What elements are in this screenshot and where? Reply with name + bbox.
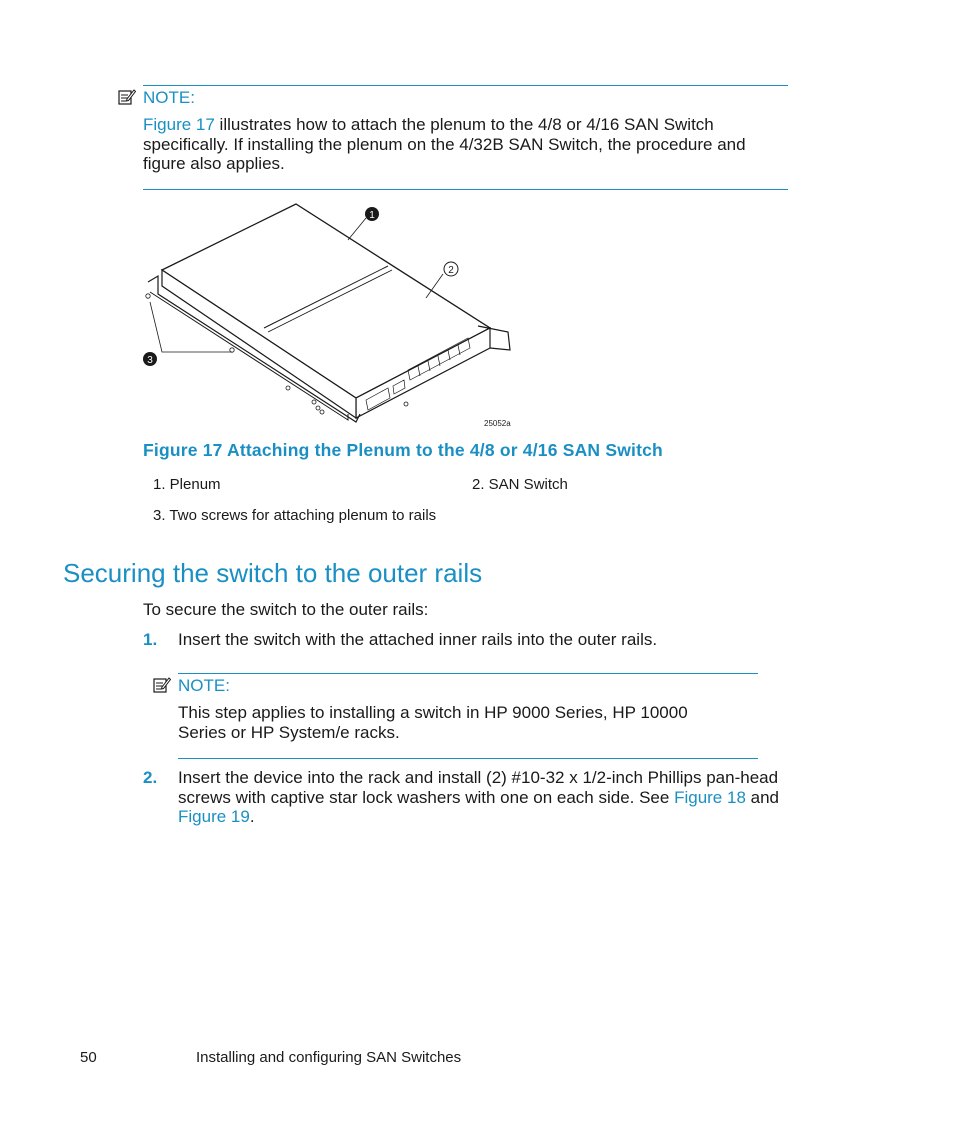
figure-17-link[interactable]: Figure 17 — [143, 115, 215, 134]
note-bottom-rule — [178, 758, 758, 759]
step-2-number: 2. — [143, 768, 158, 787]
legend-item-1: 1. Plenum — [153, 476, 221, 493]
plenum-illustration — [138, 198, 518, 430]
figure-18-link[interactable]: Figure 18 — [674, 787, 746, 807]
svg-text:3: 3 — [147, 355, 153, 366]
step-1-text: Insert the switch with the attached inner rails into the outer rails. — [178, 630, 658, 649]
figure-19-link[interactable]: Figure 19 — [178, 807, 250, 826]
note-icon — [153, 676, 171, 694]
svg-text:2: 2 — [448, 265, 454, 276]
note-bottom-rule — [143, 189, 788, 190]
figure-caption: Figure 17 Attaching the Plenum to the 4/8 or 4/16 SAN Switch — [143, 440, 663, 460]
step-1-number: 1. — [143, 630, 158, 649]
note-icon — [118, 88, 136, 106]
legend-item-2: 2. SAN Switch — [472, 476, 568, 493]
note-heading: NOTE: — [143, 88, 195, 107]
figure-image-id: 25052a — [484, 419, 511, 428]
callout-3 — [143, 352, 157, 366]
note-body: This step applies to installing a switch in HP 9000 Series, HP 10000 Series or HP System/e racks. — [178, 703, 688, 742]
footer-title: Installing and configuring SAN Switches — [196, 1049, 462, 1066]
section-title: Securing the switch to the outer rails — [63, 558, 483, 588]
note-top-rule — [143, 85, 788, 86]
note-body: Figure 17 illustrates how to attach the plenum to the 4/8 or 4/16 SAN Switch specifically. If installing the plenum on the 4/32B SAN Switch, the procedure and figure also applies. — [143, 115, 746, 173]
page-number: 50 — [80, 1049, 97, 1066]
note-heading: NOTE: — [178, 676, 230, 695]
section-intro: To secure the switch to the outer rails: — [143, 600, 429, 619]
legend-item-3: 3. Two screws for attaching plenum to rails — [153, 507, 437, 524]
svg-text:1: 1 — [369, 210, 375, 221]
callout-1 — [365, 207, 379, 221]
callout-2 — [444, 262, 458, 276]
note-top-rule — [178, 673, 758, 674]
step-2-text: Insert the device into the rack and install (2) #10-32 x 1/2-inch Phillips pan-head screws with captive star lock washers with one on each side. See Figure 18 and Figure 19. — [178, 768, 779, 826]
